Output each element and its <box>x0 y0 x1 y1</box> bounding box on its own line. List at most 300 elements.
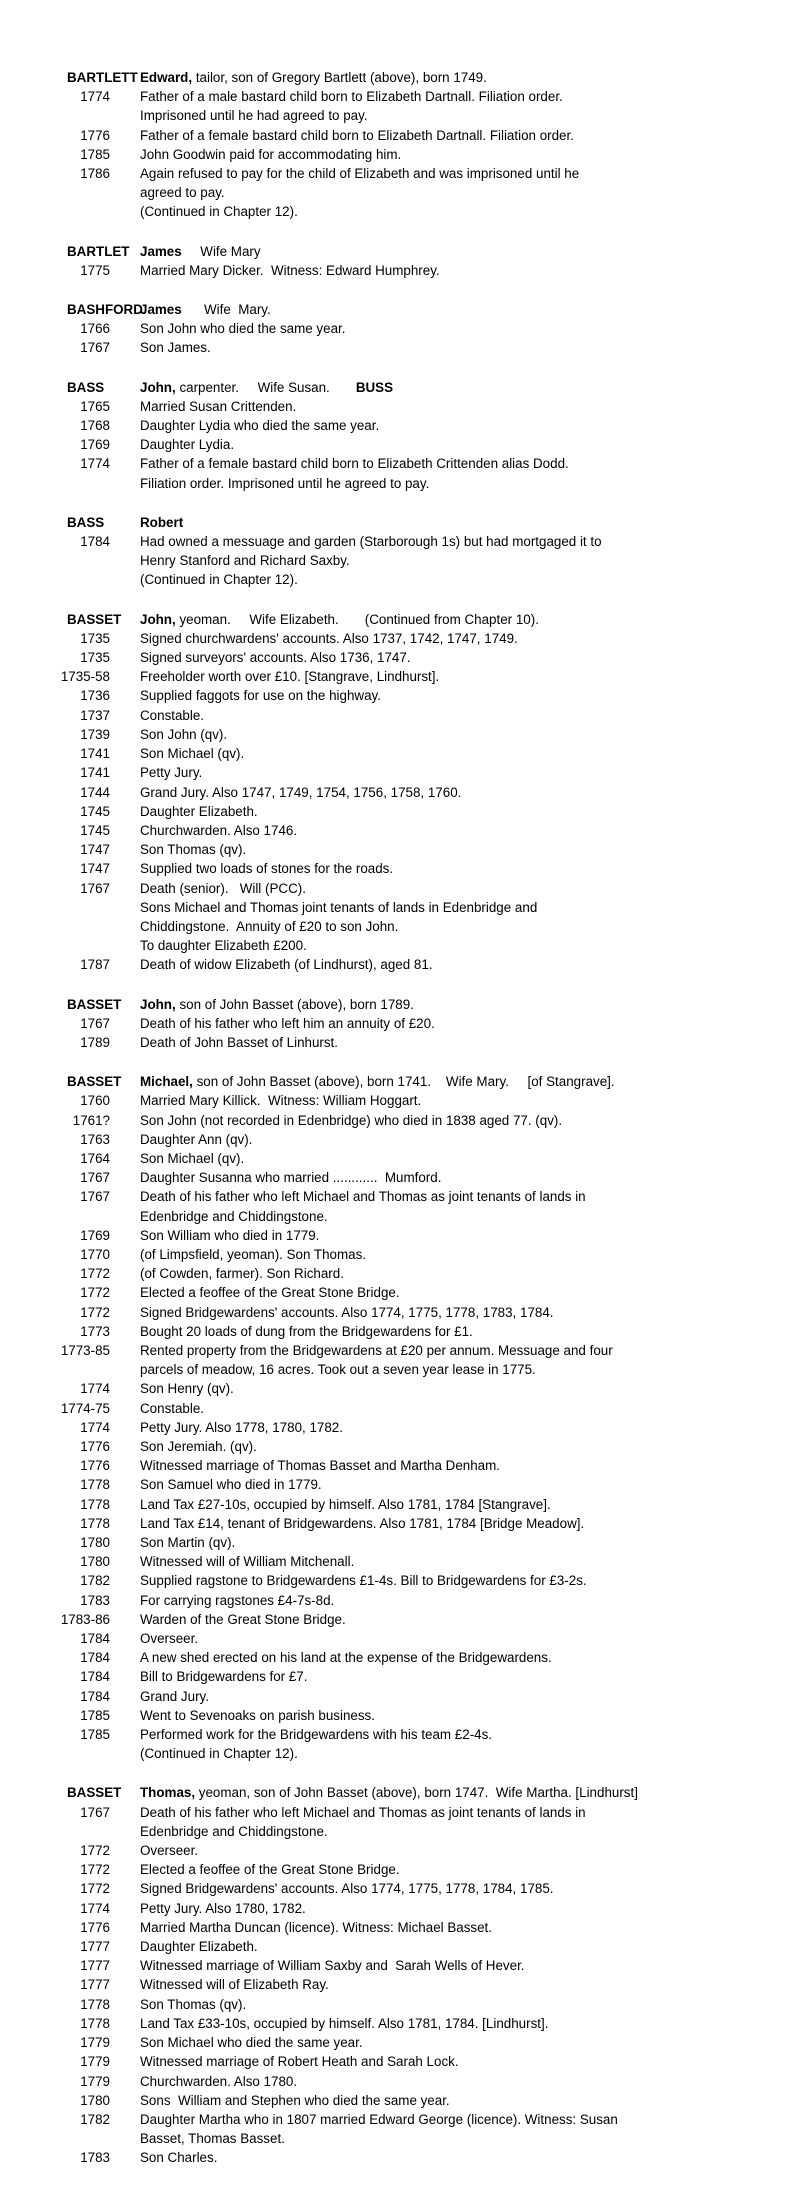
person-entry <box>0 242 800 280</box>
person-entry <box>0 610 800 975</box>
given-name: Thomas, <box>140 1785 196 1801</box>
event-row <box>0 840 800 859</box>
event-row <box>0 1226 800 1245</box>
event-row <box>0 917 800 936</box>
event-text: Daughter Lydia who died the same year. <box>140 418 380 434</box>
event-row <box>0 1648 800 1667</box>
event-row <box>0 1918 800 1937</box>
event-text: Son Michael (qv). <box>140 1150 245 1166</box>
surname: BASSET <box>67 996 122 1012</box>
event-year: 1783 <box>80 1592 110 1608</box>
event-row <box>0 416 800 435</box>
event-text: For carrying ragstones £4-7s-8d. <box>140 1592 335 1608</box>
event-text: Witnessed will of Elizabeth Ray. <box>140 1977 329 1993</box>
event-row <box>0 145 800 164</box>
event-year: 1779 <box>80 2054 110 2070</box>
given-name: John, <box>140 379 176 395</box>
event-text: Edenbridge and Chiddingstone. <box>140 1208 328 1224</box>
event-row <box>0 1956 800 1975</box>
event-row <box>0 1379 800 1398</box>
event-row <box>0 802 800 821</box>
event-text: Son Samuel who died in 1779. <box>140 1477 322 1493</box>
event-text: Churchwarden. Also 1746. <box>140 822 298 838</box>
event-text: Son Thomas (qv). <box>140 1996 247 2012</box>
event-row <box>0 1091 800 1110</box>
event-year: 1780 <box>80 1554 110 1570</box>
event-year: 1769 <box>80 437 110 453</box>
event-row <box>0 570 800 589</box>
person-entry <box>0 513 800 590</box>
person-entry <box>0 68 800 222</box>
event-text: Death of John Basset of Linhurst. <box>140 1034 339 1050</box>
event-row <box>0 183 800 202</box>
event-year: 1767 <box>80 880 110 896</box>
event-year: 1767 <box>80 340 110 356</box>
event-year: 1774 <box>80 456 110 472</box>
person-entry <box>0 378 800 493</box>
event-row <box>0 338 800 357</box>
event-year: 1775 <box>80 262 110 278</box>
event-text: Signed Bridgewardens' accounts. Also 1774, 1775, 1778, 1783, 1784. <box>140 1304 554 1320</box>
entry-description: Wife Mary <box>181 243 261 259</box>
event-year: 1760 <box>80 1093 110 1109</box>
event-row <box>0 1322 800 1341</box>
event-row <box>0 87 800 106</box>
event-text: (Continued in Chapter 12). <box>140 1746 298 1762</box>
event-year: 1769 <box>80 1227 110 1243</box>
event-row <box>0 397 800 416</box>
event-row <box>0 2148 800 2167</box>
entry-heading-text <box>140 610 660 629</box>
event-text: Witnessed will of William Mitchenall. <box>140 1554 355 1570</box>
event-row <box>0 1264 800 1283</box>
event-text: Overseer. <box>140 1843 199 1859</box>
entry-description: yeoman, son of John Basset (above), born 1747. Wife Martha. [Lindhurst] <box>195 1785 638 1801</box>
event-year: 1761? <box>72 1112 110 1128</box>
alias-name: BUSS <box>355 379 394 395</box>
event-year: 1782 <box>80 2111 110 2127</box>
event-text: Rented property from the Bridgewardens at £20 per annum. Messuage and four <box>140 1342 613 1358</box>
event-text: Petty Jury. <box>140 765 203 781</box>
entry-description: Wife Mary. <box>181 302 271 318</box>
event-text: Son Jeremiah. (qv). <box>140 1439 257 1454</box>
event-text: Grand Jury. Also 1747, 1749, 1754, 1756, 1758, 1760. <box>140 784 462 800</box>
entry-heading-text <box>140 1783 660 1802</box>
event-year: 1741 <box>80 765 110 781</box>
event-text: Warden of the Great Stone Bridge. <box>140 1611 346 1627</box>
event-row <box>0 126 800 145</box>
event-row <box>0 783 800 802</box>
event-year: 1764 <box>80 1150 110 1166</box>
event-text: Father of a male bastard child born to Elizabeth Dartnall. Filiation order. <box>140 89 563 105</box>
event-text: Bought 20 loads of dung from the Bridgewardens for £1. <box>140 1323 473 1339</box>
event-text: Henry Stanford and Richard Saxby. <box>140 553 350 569</box>
event-row <box>0 629 800 648</box>
event-year: 1776 <box>80 1458 110 1474</box>
event-year: 1785 <box>80 146 110 162</box>
given-name: John, <box>140 611 176 627</box>
event-text: Death of widow Elizabeth (of Lindhurst), aged 81. <box>140 957 433 973</box>
event-text: John Goodwin paid for accommodating him. <box>140 146 402 162</box>
event-row <box>0 1399 800 1418</box>
event-text: Overseer. <box>140 1631 199 1647</box>
event-row <box>0 1803 800 1822</box>
event-row <box>0 454 800 473</box>
surname: BASSET <box>67 1785 122 1801</box>
event-year: 1773 <box>80 1323 110 1339</box>
event-text: Daughter Susanna who married ............ Mumford. <box>140 1170 442 1186</box>
event-text: Death of his father who left him an annuity of £20. <box>140 1015 435 1031</box>
person-entry <box>0 300 800 358</box>
event-year: 1773-85 <box>60 1342 110 1358</box>
event-row <box>0 1283 800 1302</box>
event-text: Freeholder worth over £10. [Stangrave, Lindhurst]. <box>140 669 440 685</box>
event-text: Daughter Lydia. <box>140 437 235 453</box>
event-year: 1784 <box>80 1688 110 1704</box>
event-text: Son John (qv). <box>140 726 228 742</box>
event-text: Son Henry (qv). <box>140 1381 234 1397</box>
event-year: 1766 <box>80 321 110 337</box>
event-text: Petty Jury. Also 1778, 1780, 1782. <box>140 1419 343 1435</box>
event-year: 1736 <box>80 688 110 704</box>
event-year: 1778 <box>80 1515 110 1531</box>
event-text: Death of his father who left Michael and Thomas as joint tenants of lands in <box>140 1189 586 1205</box>
event-row <box>0 1341 800 1360</box>
event-row <box>0 936 800 955</box>
event-text: Supplied two loads of stones for the roads. <box>140 861 394 877</box>
given-name: Robert <box>140 514 184 530</box>
event-year: 1778 <box>80 1996 110 2012</box>
event-year: 1735 <box>80 650 110 666</box>
event-row <box>0 1629 800 1648</box>
event-row <box>0 474 800 493</box>
event-row <box>0 648 800 667</box>
event-year: 1763 <box>80 1131 110 1147</box>
event-text: Married Mary Dicker. Witness: Edward Humphrey. <box>140 262 440 278</box>
event-row <box>0 1168 800 1187</box>
event-row <box>0 1610 800 1629</box>
event-text: Sons William and Stephen who died the same year. <box>140 2092 450 2108</box>
entry-heading-text <box>140 1072 660 1091</box>
event-year: 1772 <box>80 1285 110 1301</box>
event-row <box>0 319 800 338</box>
event-year: 1767 <box>80 1015 110 1031</box>
event-row <box>0 1475 800 1494</box>
event-row <box>0 1591 800 1610</box>
event-text: Daughter Martha who in 1807 married Edward George (licence). Witness: Susan <box>140 2111 618 2127</box>
entry-header <box>0 300 800 319</box>
surname: BASS <box>67 514 105 530</box>
surname: BASS <box>67 379 105 395</box>
event-text: Imprisoned until he had agreed to pay. <box>140 108 368 124</box>
event-year: 1785 <box>80 1727 110 1743</box>
event-year: 1783 <box>80 2150 110 2166</box>
entry-description: yeoman. Wife Elizabeth. (Continued from Chapter 10). <box>175 611 539 627</box>
event-row <box>0 2129 800 2148</box>
event-row <box>0 2014 800 2033</box>
event-row <box>0 744 800 763</box>
event-row <box>0 821 800 840</box>
entry-heading-text <box>140 300 660 319</box>
event-year: 1737 <box>80 707 110 723</box>
event-year: 1782 <box>80 1573 110 1589</box>
event-row <box>0 667 800 686</box>
person-entry <box>0 995 800 1053</box>
event-text: (Continued in Chapter 12). <box>140 572 298 588</box>
event-year: 1767 <box>80 1170 110 1186</box>
event-year: 1777 <box>80 1939 110 1955</box>
event-row <box>0 2110 800 2129</box>
event-text: Signed surveyors' accounts. Also 1736, 1747. <box>140 650 411 666</box>
event-year: 1777 <box>80 1977 110 1993</box>
surname: BASSET <box>67 611 122 627</box>
entry-header <box>0 995 800 1014</box>
event-year: 1776 <box>80 1439 110 1454</box>
event-text: Signed Bridgewardens' accounts. Also 1774, 1775, 1778, 1784, 1785. <box>140 1881 554 1897</box>
event-text: Bill to Bridgewardens for £7. <box>140 1669 308 1685</box>
given-name: James <box>140 243 182 259</box>
event-text: Elected a feoffee of the Great Stone Bridge. <box>140 1862 400 1878</box>
event-row <box>0 1418 800 1437</box>
event-year: 1735 <box>80 630 110 646</box>
event-year: 1780 <box>80 2092 110 2108</box>
event-year: 1741 <box>80 746 110 762</box>
event-row <box>0 763 800 782</box>
event-year: 1784 <box>80 1631 110 1647</box>
event-text: Constable. <box>140 707 205 723</box>
event-year: 1774 <box>80 1419 110 1435</box>
entry-header <box>0 68 800 87</box>
event-row <box>0 725 800 744</box>
event-year: 1785 <box>80 1707 110 1723</box>
event-year: 1784 <box>80 534 110 550</box>
event-text: Had owned a messuage and garden (Starborough 1s) but had mortgaged it to <box>140 534 602 550</box>
event-year: 1735-58 <box>60 669 110 685</box>
event-text: Witnessed marriage of William Saxby and Sarah Wells of Hever. <box>140 1958 525 1974</box>
event-row <box>0 2091 800 2110</box>
event-text: Elected a feoffee of the Great Stone Bridge. <box>140 1285 400 1301</box>
entry-header <box>0 513 800 532</box>
event-year: 1744 <box>80 784 110 800</box>
event-text: Edenbridge and Chiddingstone. <box>140 1823 328 1839</box>
event-year: 1745 <box>80 822 110 838</box>
event-year: 1765 <box>80 398 110 414</box>
event-text: Death (senior). Will (PCC). <box>140 880 306 896</box>
event-year: 1772 <box>80 1843 110 1859</box>
event-year: 1776 <box>80 1919 110 1935</box>
event-year: 1767 <box>80 1189 110 1205</box>
event-row <box>0 2052 800 2071</box>
event-year: 1747 <box>80 842 110 858</box>
event-year: 1772 <box>80 1304 110 1320</box>
event-year: 1783-86 <box>60 1611 110 1627</box>
event-row <box>0 1303 800 1322</box>
given-name: Edward, <box>140 70 193 85</box>
event-row <box>0 164 800 183</box>
event-row <box>0 435 800 454</box>
event-year: 1778 <box>80 2015 110 2031</box>
event-row <box>0 1456 800 1475</box>
event-text: Went to Sevenoaks on parish business. <box>140 1707 375 1723</box>
event-text: Again refused to pay for the child of Elizabeth and was imprisoned until he <box>140 166 580 182</box>
given-name: Michael, <box>140 1074 193 1090</box>
event-year: 1774-75 <box>60 1400 110 1416</box>
event-text: Sons Michael and Thomas joint tenants of lands in Edenbridge and <box>140 899 538 915</box>
event-row <box>0 1033 800 1052</box>
surname: BASHFORD <box>67 302 143 318</box>
event-year: 1776 <box>80 127 110 143</box>
event-text: Witnessed marriage of Robert Heath and Sarah Lock. <box>140 2054 459 2070</box>
surname: BARTLET <box>67 243 130 259</box>
event-row <box>0 1937 800 1956</box>
event-text: Basset, Thomas Basset. <box>140 2131 285 2147</box>
event-row <box>0 1111 800 1130</box>
event-row <box>0 2033 800 2052</box>
entry-heading-text <box>140 513 660 532</box>
event-text: Petty Jury. Also 1780, 1782. <box>140 1900 306 1916</box>
event-row <box>0 706 800 725</box>
event-row <box>0 1149 800 1168</box>
event-row <box>0 1899 800 1918</box>
event-text: Land Tax £27-10s, occupied by himself. Also 1781, 1784 [Stangrave]. <box>140 1496 551 1512</box>
event-year: 1772 <box>80 1881 110 1897</box>
event-year: 1777 <box>80 1958 110 1974</box>
event-year: 1786 <box>80 166 110 182</box>
event-text: Supplied faggots for use on the highway. <box>140 688 381 704</box>
surname: BARTLETT <box>67 70 138 85</box>
event-year: 1780 <box>80 1535 110 1551</box>
event-row <box>0 1533 800 1552</box>
event-text: Land Tax £14, tenant of Bridgewardens. Also 1781, 1784 [Bridge Meadow]. <box>140 1515 585 1531</box>
event-row <box>0 1706 800 1725</box>
event-text: Grand Jury. <box>140 1688 209 1704</box>
event-row <box>0 1437 800 1456</box>
entry-heading-text <box>140 378 660 397</box>
event-row <box>0 1995 800 2014</box>
event-year: 1774 <box>80 1381 110 1397</box>
event-text: Married Susan Crittenden. <box>140 398 297 414</box>
person-entry <box>0 1072 800 1763</box>
event-year: 1772 <box>80 1266 110 1282</box>
event-text: Son Charles. <box>140 2150 218 2166</box>
event-row <box>0 1841 800 1860</box>
event-text: Son Martin (qv). <box>140 1535 236 1551</box>
entry-header <box>0 378 800 397</box>
given-name: John, <box>140 996 176 1012</box>
entry-description: son of John Basset (above), born 1741. Wife Mary. [of Stangrave]. <box>192 1074 615 1090</box>
event-text: Death of his father who left Michael and Thomas as joint tenants of lands in <box>140 1804 586 1820</box>
event-row <box>0 1860 800 1879</box>
given-name: James <box>140 302 182 318</box>
event-text: Daughter Elizabeth. <box>140 803 258 819</box>
event-text: (of Limpsfield, yeoman). Son Thomas. <box>140 1246 367 1262</box>
event-row <box>0 1571 800 1590</box>
event-year: 1779 <box>80 2073 110 2089</box>
event-row <box>0 686 800 705</box>
event-year: 1739 <box>80 726 110 742</box>
event-year: 1767 <box>80 1804 110 1820</box>
entry-header <box>0 610 800 629</box>
event-row <box>0 1552 800 1571</box>
event-text: Son Michael who died the same year. <box>140 2035 363 2051</box>
event-year: 1745 <box>80 803 110 819</box>
event-year: 1784 <box>80 1650 110 1666</box>
event-row <box>0 1207 800 1226</box>
event-row <box>0 1130 800 1149</box>
event-row <box>0 551 800 570</box>
event-row <box>0 1187 800 1206</box>
event-row <box>0 1514 800 1533</box>
event-text: Daughter Elizabeth. <box>140 1939 258 1955</box>
event-row <box>0 1667 800 1686</box>
event-text: Signed churchwardens' accounts. Also 1737, 1742, 1747, 1749. <box>140 630 518 646</box>
event-row <box>0 1725 800 1744</box>
event-year: 1774 <box>80 89 110 105</box>
entry-description: carpenter. Wife Susan. <box>175 379 356 395</box>
event-text: Married Mary Killick. Witness: William Hoggart. <box>140 1093 422 1109</box>
event-text: A new shed erected on his land at the expense of the Bridgewardens. <box>140 1650 552 1666</box>
event-text: Witnessed marriage of Thomas Basset and Martha Denham. <box>140 1458 500 1474</box>
event-text: Son Michael (qv). <box>140 746 245 762</box>
event-text: agreed to pay. <box>140 185 225 201</box>
event-year: 1774 <box>80 1900 110 1916</box>
event-row <box>0 106 800 125</box>
event-year: 1779 <box>80 2035 110 2051</box>
event-text: Land Tax £33-10s, occupied by himself. Also 1781, 1784. [Lindhurst]. <box>140 2015 549 2031</box>
event-text: Son John (not recorded in Edenbridge) who died in 1838 aged 77. (qv). <box>140 1112 563 1128</box>
event-text: Filiation order. Imprisoned until he agreed to pay. <box>140 475 430 491</box>
event-row <box>0 955 800 974</box>
event-row <box>0 1744 800 1763</box>
entry-header <box>0 242 800 261</box>
event-year: 1784 <box>80 1669 110 1685</box>
event-row <box>0 261 800 280</box>
event-row <box>0 1495 800 1514</box>
event-text: parcels of meadow, 16 acres. Took out a seven year lease in 1775. <box>140 1362 536 1378</box>
surname: BASSET <box>67 1074 122 1090</box>
event-row <box>0 879 800 898</box>
event-row <box>0 1687 800 1706</box>
event-text: Son Thomas (qv). <box>140 842 247 858</box>
event-text: Supplied ragstone to Bridgewardens £1-4s. Bill to Bridgewardens for £3-2s. <box>140 1573 587 1589</box>
event-row <box>0 1014 800 1033</box>
event-text: Father of a female bastard child born to Elizabeth Dartnall. Filiation order. <box>140 127 574 143</box>
event-year: 1789 <box>80 1034 110 1050</box>
entry-header <box>0 1783 800 1802</box>
event-row <box>0 2072 800 2091</box>
event-text: (Continued in Chapter 12). <box>140 204 298 220</box>
event-row <box>0 532 800 551</box>
event-text: Daughter Ann (qv). <box>140 1131 253 1147</box>
event-text: To daughter Elizabeth £200. <box>140 938 307 954</box>
event-row <box>0 1879 800 1898</box>
entry-heading-text <box>140 995 660 1014</box>
event-text: Married Martha Duncan (licence). Witness: Michael Basset. <box>140 1919 493 1935</box>
event-text: (of Cowden, farmer). Son Richard. <box>140 1266 344 1282</box>
event-year: 1772 <box>80 1862 110 1878</box>
event-row <box>0 1245 800 1264</box>
document-body <box>0 68 800 2188</box>
event-year: 1787 <box>80 957 110 973</box>
event-row <box>0 898 800 917</box>
event-year: 1770 <box>80 1246 110 1262</box>
entry-heading-text <box>140 68 660 87</box>
event-text: Performed work for the Bridgewardens with his team £2-4s. <box>140 1727 493 1743</box>
event-text: Son James. <box>140 340 211 356</box>
event-text: Chiddingstone. Annuity of £20 to son John. <box>140 918 399 934</box>
event-text: Son John who died the same year. <box>140 321 346 337</box>
event-year: 1768 <box>80 418 110 434</box>
